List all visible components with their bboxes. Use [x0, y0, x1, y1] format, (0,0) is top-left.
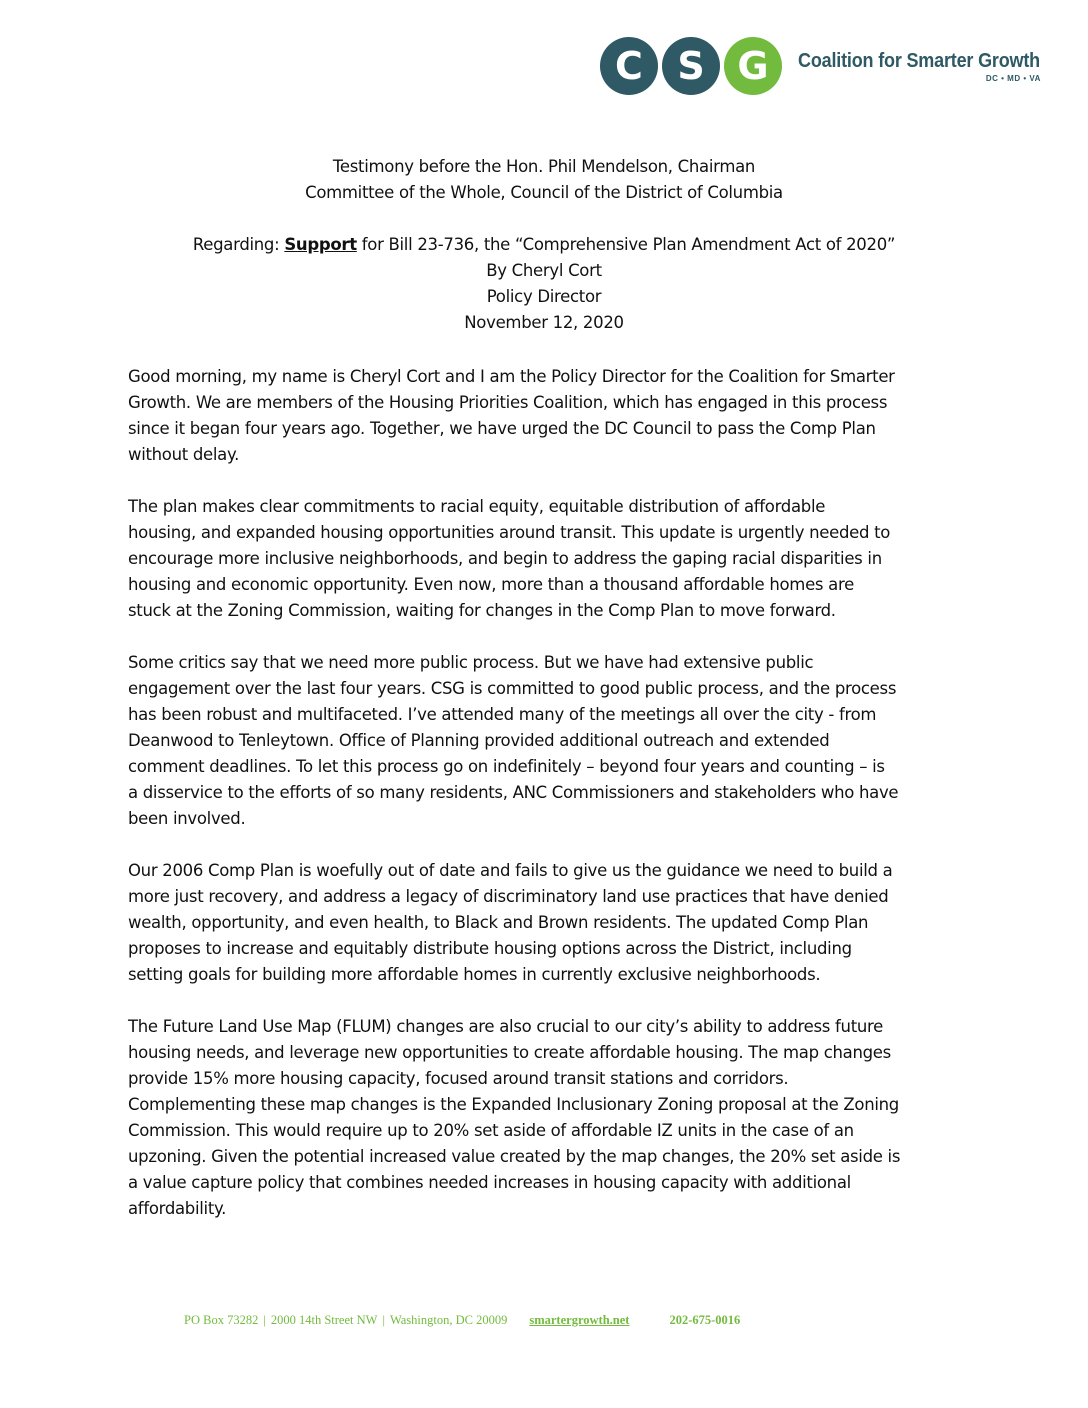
paragraph-line: Some critics say that we need more public process. But we have had extensive public — [128, 653, 814, 672]
paragraph-line: a disservice to the efforts of so many residents, ANC Commissioners and stakeholders who have — [128, 783, 899, 802]
paragraph-line: housing needs, and leverage new opportunities to create affordable housing. The map changes — [128, 1043, 891, 1062]
paragraph-line: Good morning, my name is Cheryl Cort and I am the Policy Director for the Coalition for Smarter — [128, 367, 895, 386]
page-footer — [184, 1313, 740, 1328]
paragraph-line: housing, and expanded housing opportunities around transit. This update is urgently needed to — [128, 523, 891, 542]
footer-separator: | — [263, 1313, 266, 1327]
footer-street: 2000 14th Street NW — [270, 1313, 378, 1327]
header-committee-line: Committee of the Whole, Council of the District of Columbia — [305, 183, 783, 202]
regarding-bill: for Bill 23-736, the “Comprehensive Plan Amendment Act of 2020” — [356, 235, 896, 254]
paragraph-commitments — [128, 494, 968, 624]
paragraph-line: Deanwood to Tenleytown. Office of Planning provided additional outreach and extended — [128, 731, 830, 750]
paragraph-2006-plan — [128, 858, 968, 988]
paragraph-line: provide 15% more housing capacity, focused around transit stations and corridors. — [128, 1069, 789, 1088]
paragraph-line: Complementing these map changes is the Expanded Inclusionary Zoning proposal at the Zoning — [128, 1095, 899, 1114]
paragraph-line: Commission. This would require up to 20% set aside of affordable IZ units in the case of an — [128, 1121, 854, 1140]
header-regarding-line — [128, 232, 960, 258]
logo-letter-g: G — [724, 37, 782, 95]
paragraph-public-process — [128, 650, 968, 832]
paragraph-line: without delay. — [128, 445, 240, 464]
footer-separator: | — [382, 1313, 385, 1327]
paragraph-line: wealth, opportunity, and even health, to Black and Brown residents. The updated Comp Plan — [128, 913, 869, 932]
paragraph-flum — [128, 1014, 968, 1222]
footer-po-box: PO Box 73282 — [184, 1313, 259, 1327]
paragraph-line: upzoning. Given the potential increased value created by the map changes, the 20% set aside is — [128, 1147, 901, 1166]
paragraph-line: encourage more inclusive neighborhoods, and begin to address the gaping racial disparities in — [128, 549, 882, 568]
csg-logo — [600, 36, 1067, 96]
logo-letter-s: S — [662, 37, 720, 95]
footer-city: Washington, DC 20009 — [389, 1313, 508, 1327]
header-author-title: Policy Director — [486, 287, 602, 306]
regarding-prefix: Regarding: — [192, 235, 285, 254]
paragraph-line: since it began four years ago. Together, we have urged the DC Council to pass the Comp Plan — [128, 419, 876, 438]
paragraph-line: The plan makes clear commitments to racial equity, equitable distribution of affordable — [128, 497, 826, 516]
paragraph-line: a value capture policy that combines needed increases in housing capacity with additional — [128, 1173, 851, 1192]
paragraph-line: comment deadlines. To let this process go on indefinitely – beyond four years and counting – is — [128, 757, 885, 776]
testimony-header — [128, 154, 960, 336]
paragraph-line: Our 2006 Comp Plan is woefully out of date and fails to give us the guidance we need to build a — [128, 861, 893, 880]
footer-phone: 202-675-0016 — [669, 1313, 741, 1327]
paragraph-line: proposes to increase and equitably distribute housing options across the District, including — [128, 939, 852, 958]
paragraph-line: stuck at the Zoning Commission, waiting for changes in the Comp Plan to move forward. — [128, 601, 836, 620]
paragraph-line: has been robust and multifaceted. I’ve attended many of the meetings all over the city - from — [128, 705, 877, 724]
paragraph-line: The Future Land Use Map (FLUM) changes are also crucial to our city’s ability to address future — [128, 1017, 883, 1036]
paragraph-line: Growth. We are members of the Housing Priorities Coalition, which has engaged in this process — [128, 393, 888, 412]
header-hearing-line: Testimony before the Hon. Phil Mendelson, Chairman — [332, 157, 756, 176]
support-word: Support — [284, 235, 357, 254]
paragraph-line: setting goals for building more affordable homes in currently exclusive neighborhoods. — [128, 965, 821, 984]
logo-letter-c: C — [600, 37, 658, 95]
paragraph-line: been involved. — [128, 809, 246, 828]
footer-website-link[interactable]: smartergrowth.net — [529, 1313, 630, 1327]
logo-text — [798, 50, 1067, 83]
paragraph-line: engagement over the last four years. CSG is committed to good public process, and the process — [128, 679, 897, 698]
paragraph-line: housing and economic opportunity. Even now, more than a thousand affordable homes are — [128, 575, 854, 594]
header-date: November 12, 2020 — [464, 313, 624, 332]
organization-name: Coalition for Smarter Growth — [798, 49, 1040, 72]
organization-regions: DC • MD • VA — [985, 73, 1041, 83]
testimony-body — [128, 364, 968, 1248]
paragraph-line: affordability. — [128, 1199, 227, 1218]
header-author: By Cheryl Cort — [486, 261, 602, 280]
paragraph-line: more just recovery, and address a legacy of discriminatory land use practices that have denied — [128, 887, 889, 906]
paragraph-introduction — [128, 364, 968, 468]
